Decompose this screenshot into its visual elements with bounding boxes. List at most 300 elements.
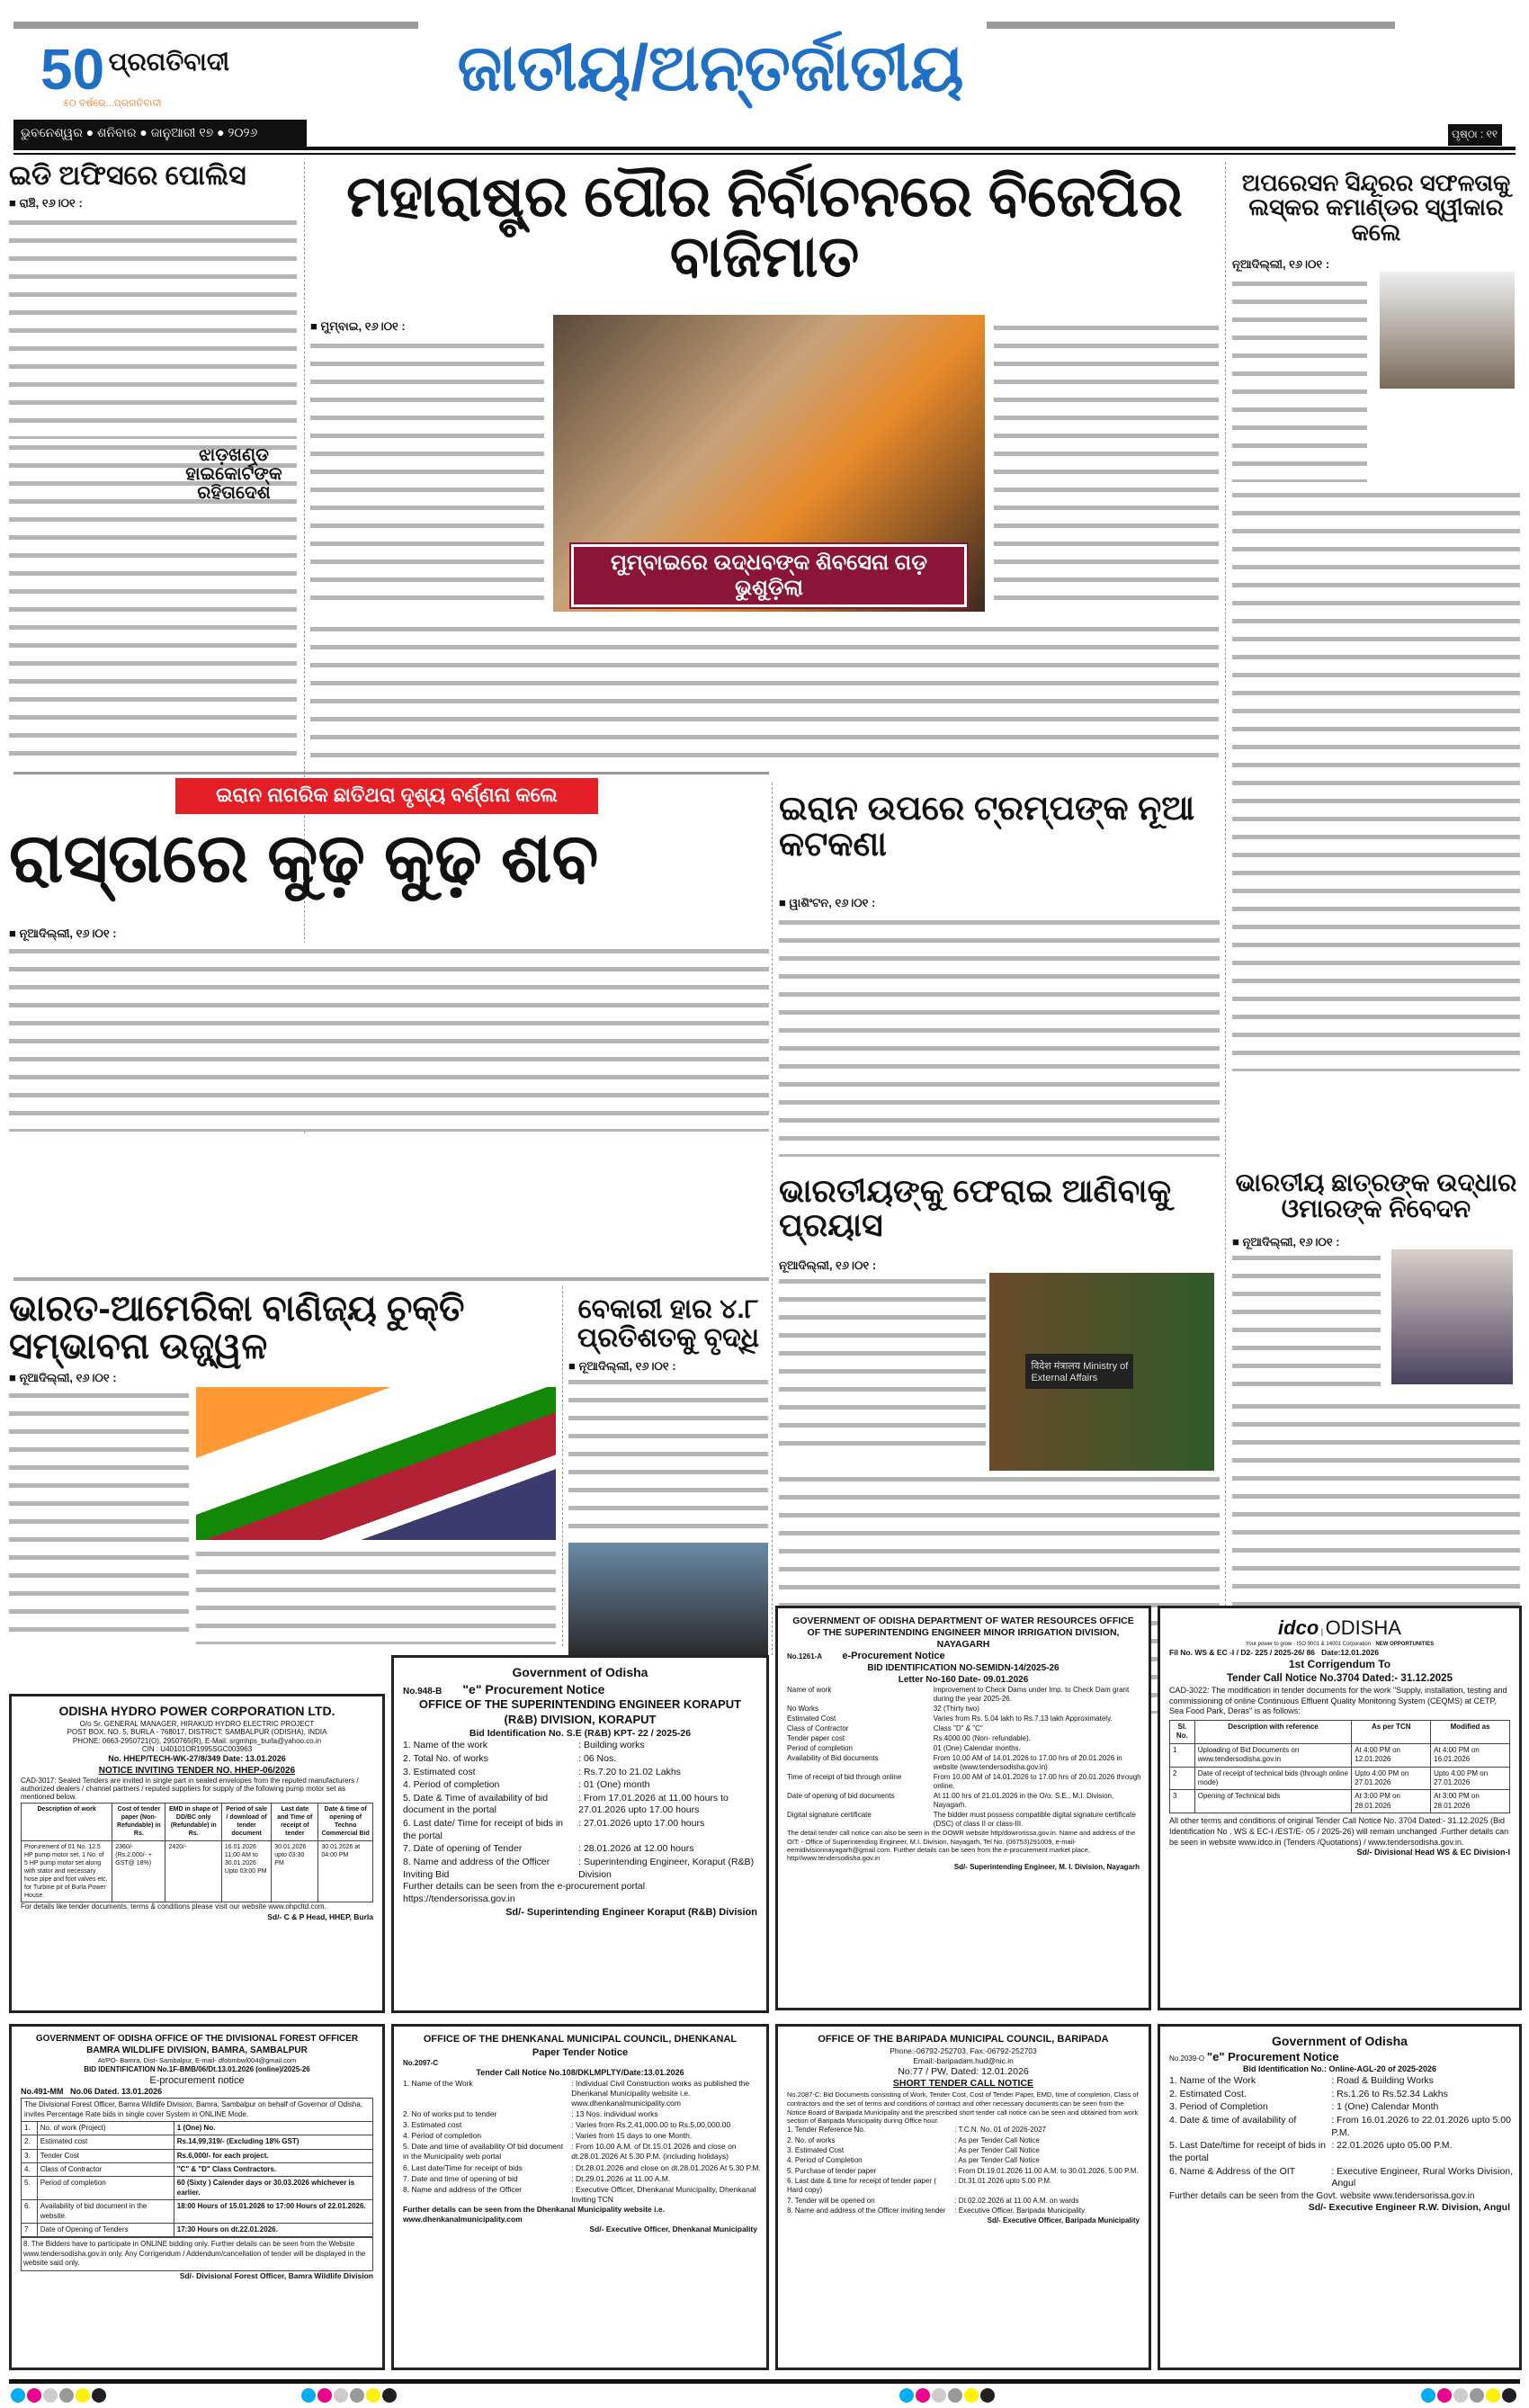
field-label: No Works — [787, 1705, 818, 1714]
field-label: Estimated Cost — [787, 1714, 836, 1723]
article-trump — [779, 792, 1220, 1157]
text: POST BOX. NO. 5, BURLA - 768017, DISTRICT: SAMBALPUR (ODISHA), INDIA — [67, 1728, 327, 1737]
page-number: ପୃଷ୍ଠା : ୧୧ — [1448, 124, 1502, 146]
text: CIN : U40101OR1995SGC003963 — [141, 1745, 253, 1754]
text: GOVERNMENT OF ODISHA OFFICE OF THE DIVISIONAL FOREST OFFICER BAMRA WILDLIFE DIVISION, BAMRA, SAMBALPUR — [35, 2034, 359, 2055]
registration-dot — [350, 2388, 364, 2403]
ad-ohpc — [9, 1694, 385, 2013]
section-rule — [13, 772, 769, 774]
text: Email:-baripadam.hud@nic.in — [913, 2055, 1014, 2065]
dateline-bar: ଭୁବନେଶ୍ୱର ● ଶନିବାର ● ଜାନୁଆରୀ ୧୭ ● ୨୦୨୬ — [13, 120, 307, 147]
dateline: ନୂଆଦିଲ୍ଲୀ, ୧୬।୦୧ : — [779, 1258, 877, 1272]
table-cell: 1 — [1170, 1743, 1195, 1767]
table-cell: At 3:00 PM on 28.01.2026 — [1431, 1790, 1510, 1813]
table-header: Date & time of opening of Techno Commercial Bid — [318, 1804, 373, 1840]
table-cell: Availability of bid document in the website. — [37, 2200, 174, 2224]
body-text — [9, 943, 769, 1132]
headline-trade: ଭାରତ-ଆମେରିକା ବାଣିଜ୍ୟ ଚୁକ୍ତି ସମ୍ଭାବନା ଉଜ୍ଜ୍ୱଳ — [9, 1290, 558, 1365]
field-value: Rs.4000.00 (Non- refundable). — [933, 1734, 1031, 1743]
table-row — [22, 2200, 373, 2224]
registration-dot — [964, 2388, 979, 2403]
headline: ଭାରତୀୟଙ୍କୁ ଫେରାଇ ଆଣିବାକୁ ପ୍ରୟାସ — [779, 1172, 1172, 1243]
text: PHONE: 0663-2950721(O), 2950765(R), E-Mail: srgmhps_burla@yahoo.co.in — [72, 1736, 322, 1745]
field-label: 7. Date and time of opening of bid — [403, 2173, 518, 2183]
body-text — [9, 214, 297, 439]
text: All other terms and conditions of original Tender Call Notice No. 3704 Dated:- 31.12.2025 (Bid Identification No . WS & EC-I /EST/E- 05 / 2025-26) will remain unchanged .Further details can be seen in website www.idco.in (Tenders /Quotations) / www.tendersodisha.gov.in. — [1169, 1816, 1509, 1847]
field-label: 3. Estimated cost — [403, 2120, 462, 2130]
field-label: 6. Last date/Time for receipt of bids — [403, 2162, 523, 2172]
field-label: 8. Name and address of the Officer Inviting Bid — [403, 1856, 550, 1880]
table-cell: 16.01.2026 11:00 AM to 30.01.2026 Upto 03:00 PM — [221, 1840, 271, 1902]
masthead-rule — [13, 153, 1516, 155]
text: No.948-B — [403, 1686, 443, 1696]
field-label: Name of work — [787, 1686, 832, 1695]
field-label: 1. Name of the Work — [1169, 2075, 1256, 2087]
text: At/PO- Bamra, Dist- Sambalpur, E-mail- dfobmbwl004@gmail.com — [97, 2056, 297, 2064]
field-value: : Individual Civil Construction works as published the Dhenkanal Municipality website i.e. www.dhenkanalmunicipality.com — [571, 2079, 750, 2108]
field-label: 4. Date & time of availability of — [1169, 2115, 1297, 2126]
text: "e" Procurement Notice — [462, 1681, 605, 1696]
table-cell: 30.01.2026 upto 03:30 PM — [272, 1840, 318, 1902]
table-cell: 2420/- — [165, 1840, 221, 1902]
table-cell: 5. — [22, 2177, 38, 2200]
text: No.1261-A — [787, 1652, 823, 1661]
text: CAD-3022: The modification in tender documents for the work "Supply, installation, testing and commissioning of online Continuous Effluent Quality Monitoring System (CEQMS) at CETP, Sea Food Park, Deras" is as follows: — [1169, 1685, 1507, 1716]
dateline: ■ ରାଞ୍ଚି, ୧୬।୦୧ : — [9, 195, 83, 210]
registration-dot — [317, 2388, 332, 2403]
ad-idco: idco | ODISHA Your power to grow · ISO 9001 & 14001 Corporation · NEW OPPORTUNITIES Fil No. WS & EC -I / D2- 225 / 2025-26/ 86 Date:12.01.2026 1st Corrigendum To Tender Call Notice No.3704 Dated:- 31.12.2025 CAD-3022: The modification in tender documents for the work "Supply, installation, testing and commissioning of online Continuous Effluent Quality Monitoring System (CEQMS) at CETP, Sea Food Park, Deras" is as follows: Sl. No. Description with reference As per TCN Modified as 1 Uploading of Bid Documents on www.tendersodisha.gov.in At 4:00 PM on 12.01.2026 At 4:00 PM on 16.01.2026 2 Date of receipt of technical bids (through online mode) Upto 4:00 PM on 27.01.2026 Upto 4:00 PM on 27.01.2026 3 Opening of Technical bids At 3:00 PM on 28.01.2026 At 3:00 PM on 28.01.2026 All other terms and conditions of original Tender Call Notice No. 3704 Dated:- 31.12.2025 (Bid Identification No . WS & EC-I /EST/E- 05 / 2025-26) will remain unchanged .Further details can be seen in website www.idco.in (Tenders /Quotations) / www.tendersodisha.gov.in. Sd/- Divisional Head WS & EC Division-I — [1158, 1606, 1522, 2010]
ad-angul — [1158, 2024, 1522, 2370]
registration-dot — [92, 2388, 106, 2403]
body-text — [994, 319, 1219, 607]
dateline-trade: ■ ନୂଆଦିଲ୍ଲୀ, ୧୬।୦୧ : — [9, 1371, 117, 1384]
bamra-table — [21, 2098, 373, 2237]
table-header: Last date and Time of receipt of tender — [272, 1804, 318, 1840]
field-label: 2. No of works put to tender — [403, 2109, 497, 2119]
idco-table — [1169, 1720, 1510, 1813]
color-registration-marks — [899, 2388, 997, 2407]
headline-iran: ରାସ୍ତାରେ କୁଢ଼ କୁଢ଼ ଶବ — [9, 820, 599, 897]
photo-sign: विदेश मंत्रालय Ministry of External Affairs — [1025, 1354, 1133, 1389]
body-text — [310, 621, 1219, 765]
field-value: The bidder must possess compatible digital signature certificate (DSC) of class II or class-III. — [933, 1811, 1136, 1829]
field-label: Digital signature certificate — [787, 1811, 872, 1820]
dateline: ■ ୱାଶିଂଟନ, ୧୬।୦୧ : — [779, 895, 876, 909]
text: ISO 9001 & 14001 Corporation — [1296, 1641, 1372, 1647]
photo-caption: ମୁମ୍ବାଇରେ ଉଦ୍ଧବଙ୍କ ଶିବସେନା ଗଡ଼ ଭୁଶୁଡ଼ିଲା — [571, 544, 967, 607]
dateline-iran: ■ ନୂଆଦିଲ୍ଲୀ, ୧୬।୦୧ : — [9, 926, 117, 940]
registration-dot — [59, 2388, 74, 2403]
field-label: 3. Estimated cost — [403, 1766, 476, 1777]
registration-dot — [43, 2388, 58, 2403]
field-value: : 28.01.2026 at 12.00 hours — [578, 1843, 694, 1855]
text: BID IDENTIFICATION No.1F-BMB/06/Dt.13.01.2026 (online)/2025-26 — [84, 2064, 310, 2073]
table-header: Description of work — [22, 1804, 112, 1840]
text: Sd/- Superintending Engineer, M. I. Division, Nayagarh — [953, 1862, 1140, 1871]
table-header: Modified as — [1431, 1721, 1510, 1744]
article-unemployment — [568, 1295, 768, 1655]
article-trade — [9, 1290, 558, 1645]
table-cell: Rs.6,000/- for each project. — [174, 2149, 372, 2162]
table-row — [22, 2135, 373, 2149]
headline: ଅପରେସନ ସିନ୍ଦୂରର ସଫଳତାକୁ ଲସ୍କର କମାଣ୍ଡର ସ୍ୱୀକାର କଲେ — [1241, 169, 1511, 246]
field-label: 1. Name of the work — [403, 1740, 487, 1751]
field-value: : Road & Building Works — [1331, 2075, 1434, 2087]
registration-dot — [366, 2388, 380, 2403]
field-label: 7. Tender will be opened on — [787, 2196, 875, 2205]
column-rule — [772, 783, 773, 1655]
registration-dot — [980, 2388, 995, 2403]
field-value: : Executive Officer, Dhenkanal Municipality, Dhenkanal Inviting TCN — [571, 2184, 756, 2204]
field-value: : From 17.01.2026 at 11.00 hours to 27.01.2026 upto 17.00 hours — [578, 1792, 729, 1816]
text: OFFICE OF THE SUPERINTENDING ENGINEER KORAPUT (R&B) DIVISION, KORAPUT — [418, 1696, 742, 1726]
registration-dot — [301, 2388, 316, 2403]
field-value: From 10.00 AM of 14.01.2026 to 17.00 hrs of 20.01.2026 in website (www.tendersodisha.gov.in) — [933, 1754, 1122, 1772]
text: Further details can be seen from the Govt. website www.tendersorissa.gov.in — [1169, 2190, 1475, 2201]
text: No.2039-O — [1169, 2054, 1205, 2063]
table-cell: Tender Cost — [37, 2149, 174, 2162]
section-title: ଜାତୀୟ/ଅନ୍ତର୍ଜାତୀୟ — [457, 32, 964, 104]
subheadline: ଝାଡ଼ଖଣ୍ଡ ହାଇକୋର୍ଟଙ୍କ ରହିତାଦେଶ — [185, 444, 282, 503]
body-text — [779, 1273, 986, 1453]
body-text — [779, 914, 1220, 1157]
text: No.06 Dated. 13.01.2026 — [70, 2087, 163, 2097]
headline: ଇରାନ ଉପରେ ଟ୍ରମ୍ପଙ୍କ ନୂଆ କଟକଣା — [779, 790, 1195, 864]
registration-dot — [27, 2388, 41, 2403]
registration-dot — [916, 2388, 930, 2403]
field-label: 4. Period of Completion — [787, 2156, 863, 2165]
field-value: : Dt.02.02.2026 at 11.00 A.M. on wards — [954, 2196, 1079, 2205]
text: Fil No. WS & EC -I / D2- 225 / 2025-26/ 86 — [1169, 1648, 1316, 1658]
field-label: 2. Total No. of works — [403, 1752, 488, 1764]
text: OFFICE OF THE DHENKANAL MUNICIPAL COUNCIL, DHENKANAL — [423, 2034, 738, 2045]
text: E-procurement notice — [149, 2075, 245, 2087]
field-label: Time of receipt of bid through online — [787, 1773, 902, 1782]
body-text — [196, 1545, 556, 1644]
field-label: 1. Tender Reference No. — [787, 2126, 866, 2135]
column-rule — [1225, 162, 1226, 1646]
text: Sd/- Executive Officer, Baripada Municipality — [987, 2216, 1140, 2224]
table-cell: 2360/- (Rs.2,000/- + GST@ 18%) — [112, 1840, 165, 1902]
table-row — [22, 2163, 373, 2177]
field-label: 1. Name of the Work — [403, 2079, 473, 2089]
text: For details like tender documents, terms & conditions please visit our website www.ohpcltd.com. — [21, 1902, 326, 1911]
field-label: 4. Period of completion — [403, 2131, 481, 2141]
field-label: 5. Date and time of availability Of bid document in the Municipality web portal — [403, 2142, 564, 2162]
ad-nayagarh — [775, 1606, 1151, 2010]
ohpc-table — [21, 1803, 373, 1902]
table-cell: 4. — [22, 2163, 38, 2177]
text: NEW OPPORTUNITIES — [1375, 1641, 1435, 1647]
masthead-rule — [13, 147, 1516, 150]
field-value: : 27.01.2026 upto 17.00 hours — [578, 1818, 705, 1830]
text: Sd/- Divisional Forest Officer, Bamra Wildlife Division — [179, 2270, 373, 2280]
field-value: : Executive Officer, Baripada Municipality — [954, 2207, 1086, 2216]
text: Sd/- C & P Head, HHEP, Burla — [267, 1911, 373, 1921]
field-label: Period of completion — [787, 1744, 853, 1753]
table-cell: 3 — [1170, 1790, 1195, 1813]
field-value: : From 10.00 A.M. of Dt.15.01.2026 and close on dt.28.01.2026 At 5.30 P.M. (including holidays) — [571, 2142, 737, 2162]
kicker: ଇରାନ ନାଗରିକ ଛାତିଥରା ଦୃଶ୍ୟ ବର୍ଣ୍ଣନା କଲେ — [175, 778, 598, 814]
table-cell: 7 — [22, 2224, 38, 2237]
table-row — [22, 2224, 373, 2237]
field-value: : As per Tender Call Notice — [954, 2135, 1040, 2144]
logo-tagline: ୫୦ ବର୍ଷରେ...ପ୍ରଗତିବାଦୀ — [63, 98, 162, 109]
body-text — [310, 337, 544, 607]
field-value: : 01 (One) month — [578, 1779, 650, 1791]
table-cell: Opening of Technical bids — [1194, 1790, 1352, 1813]
field-value: Varies from Rs. 5.04 lakh to Rs.7.13 lakh Approximately. — [933, 1714, 1113, 1723]
field-value: : Building works — [578, 1740, 645, 1751]
field-label: 3. Estimated Cost — [787, 2145, 845, 2154]
table-cell: No. of work (Project) — [37, 2121, 174, 2135]
photo-jobseekers — [568, 1543, 768, 1655]
section-rule — [13, 1277, 769, 1281]
body-text — [1232, 1249, 1381, 1393]
registration-dot — [1421, 2388, 1435, 2403]
field-label: Class of Contractor — [787, 1724, 849, 1733]
field-value: : Varies from 15 days to one Month. — [571, 2131, 693, 2141]
text: No.491-MM — [21, 2087, 64, 2097]
field-value: : 13 Nos. individual works — [571, 2109, 658, 2119]
text: Paper Tender Notice — [532, 2046, 629, 2058]
article-students — [1232, 1169, 1520, 1650]
table-cell: Date of Opening of Tenders — [37, 2224, 174, 2237]
table-cell: "C" & "D" Class Contractors. — [174, 2163, 372, 2177]
article-ed-police — [9, 162, 297, 774]
field-value: : Superintending Engineer, Koraput (R&B) Division — [578, 1856, 755, 1880]
field-label: Availability of Bid documents — [787, 1754, 879, 1763]
ad-baripada — [775, 2024, 1151, 2370]
field-label: 4. Period of completion — [403, 1779, 500, 1791]
table-row — [22, 2121, 373, 2135]
text: Sd/- Superintending Engineer Koraput (R&B) Division — [505, 1906, 757, 1918]
field-label: 2. Estimated Cost. — [1169, 2088, 1247, 2099]
table-cell: Period of completion — [37, 2177, 174, 2200]
ad-bamra — [9, 2024, 385, 2370]
text: Sd/- Divisional Head WS & EC Division-I — [1356, 1848, 1510, 1857]
field-label: 6. Last date/ Time for receipt of bids in the portal — [403, 1818, 564, 1841]
text: SHORT TENDER CALL NOTICE — [892, 2078, 1034, 2090]
field-label: Date of opening of bid documents — [787, 1792, 895, 1801]
text: 8. The Bidders have to participate in ONLINE bidding only. Further details can be seen from the Website www.tendersodisha.gov.in only. Any Corrigendum / Addendum/cancellation of tender will be displayed in the website said only. — [21, 2237, 373, 2270]
body-text — [568, 1374, 768, 1535]
text: Letter No-160 Date- 09.01.2026 — [898, 1674, 1029, 1685]
field-value: : As per Tender Call Notice — [954, 2145, 1040, 2154]
registration-dot — [1470, 2388, 1484, 2403]
registration-dot — [1453, 2388, 1468, 2403]
field-value: 32 (Thirty two) — [933, 1705, 979, 1714]
field-label: 8. Name and address of the Officer inviting tender — [787, 2207, 946, 2216]
dateline: ■ ନୂଆଦିଲ୍ଲୀ, ୧୬।୦୧ : — [1232, 1234, 1340, 1249]
field-value: : As per Tender Call Notice — [954, 2156, 1040, 2165]
logo — [40, 37, 310, 117]
top-rule — [987, 22, 1395, 29]
field-value: : T.C.N. No. 01 of 2026-2027 — [954, 2126, 1047, 2135]
text: Your power to grow — [1245, 1641, 1292, 1647]
field-label: 6. Last date & time for receipt of tender paper ( Hard copy) — [787, 2177, 936, 2195]
field-value: : Dt.28.01.2026 and close on dt.28.01.2026 At 5.30 P.M. — [571, 2162, 761, 2172]
photo-mea — [989, 1273, 1214, 1471]
text: The Divisional Forest Officer, Bamra Wildlife Division, Bamra, Sambalpur on behalf of Governor of Odisha, invites Percentage Rate bids in single cover System in ONLINE Mode. — [22, 2099, 373, 2122]
text: O/o Sr. GENERAL MANAGER, HIRAKUD HYDRO ELECTRIC PROJECT — [79, 1719, 315, 1728]
registration-dot — [899, 2388, 914, 2403]
table-row — [1170, 1743, 1510, 1767]
table-cell: Class of Contractor — [37, 2163, 174, 2177]
text: Bid Identification No. S.E (R&B) KPT- 22 / 2025-26 — [469, 1727, 692, 1739]
text: Further details can be seen from the e-procurement portal https://tendersorissa.gov.in — [403, 1881, 646, 1904]
article-sindoor — [1232, 171, 1520, 1071]
table-cell: At 4:00 PM on 16.01.2026 — [1431, 1743, 1510, 1767]
headline: ମହାରାଷ୍ଟ୍ର ପୌର ନିର୍ବାଚନରେ ବିଜେପିର ବାଜିମାତ — [346, 164, 1183, 290]
headline: ଭାରତୀୟ ଛାତ୍ରଙ୍କ ଉଦ୍ଧାର ଓମାରଙ୍କ ନିବେଦନ — [1235, 1168, 1517, 1223]
table-cell: 60 (Sixty ) Calender days or 30.03.2026 whichever is earlier. — [174, 2177, 372, 2200]
table-header: Sl. No. — [1170, 1721, 1195, 1744]
table-cell: 1. — [22, 2121, 38, 2135]
field-value: : Executive Engineer, Rural Works Division, Angul — [1331, 2165, 1514, 2189]
text: No:77 / PW, Dated: 12.01.2026 — [898, 2065, 1029, 2077]
table-cell: Uploading of Bid Documents on www.tendersodisha.gov.in — [1194, 1743, 1352, 1767]
idco-logo: idco — [1278, 1616, 1319, 1639]
field-value: At 11.00 hrs of 21.01.2026 in the O/o. S.E., M.I. Division, Nayagarh. — [933, 1792, 1114, 1810]
table-cell: 17:30 Hours on dt.22.01.2026. — [174, 2224, 372, 2237]
photo-commander — [1380, 272, 1515, 389]
headline: ବେକାରୀ ହାର ୪.୮ ପ୍ରତିଶତକୁ ବୃଦ୍ଧି — [577, 1294, 760, 1353]
table-cell: 30.01.2026 at 04:00 PM — [318, 1840, 373, 1902]
text: Sd/- Executive Engineer R.W. Division, Angul — [1308, 2201, 1510, 2213]
text: The detail tender call notice can also be seen in the DOWR website http/dowrorissa.gov.in. Name and address of the OIT: - Office of Superintending Engineer, M.I. Division, Nayagarh, Tel No. (06753)291009, e-mail- eemidivisionnayagarh@gmail.com. Further details can be seen from the e-procurement market place, http//www.tendersodisha.gov.in — [787, 1829, 1136, 1863]
registration-dot — [948, 2388, 962, 2403]
table-cell: 1 (One) No. — [174, 2121, 372, 2135]
table-cell: Upto 4:00 PM on 27.01.2026 — [1352, 1767, 1431, 1790]
text: OFFICE OF THE BARIPADA MUNICIPAL COUNCIL, BARIPADA — [818, 2034, 1109, 2045]
text: Government of Odisha — [512, 1665, 648, 1679]
text: No.2087-C: Bid Documents consisting of Work, Tender Cost, Cost of Tender Paper, EMD, time of completion, Class of contractors and the set of terms and conditions of contract and other necessary documents can be seen from the Notice Board of Baripada Municipality and the prescribed short tender call notice can be seen and obtained from work section of Baripada Municipality during Office hour. — [787, 2090, 1139, 2126]
field-value: : From 16.01.2026 to 22.01.2026 upto 5.00 P.M. — [1331, 2115, 1511, 2138]
text: Further details can be seen from the Dhenkanal Municipality website i.e. www.dhenkanalmunicipality.com — [403, 2204, 665, 2224]
field-label: 5. Date & Time of availability of bid document in the portal — [403, 1792, 549, 1816]
table-cell: Date of receipt of technical bids (through online mode) — [1194, 1767, 1352, 1790]
top-rule — [13, 22, 418, 29]
text: Government of Odisha — [1272, 2034, 1408, 2048]
dateline: ■ ମୁମ୍ବାଇ, ୧୬।୦୧ : — [310, 319, 406, 333]
field-label: 3. Period of Completion — [1169, 2101, 1268, 2113]
text: Phone:-06792-252703, Fax:-06792-252703 — [890, 2045, 1037, 2055]
table-cell: Estimated cost — [37, 2135, 174, 2149]
footer-rule — [9, 2379, 1520, 2384]
table-row — [22, 2177, 373, 2200]
field-value: Improvement to Check Dams under Imp. to Check Dam grant during the year 2025-26. — [933, 1686, 1130, 1704]
text: "e" Procurement Notice — [1206, 2049, 1339, 2063]
text: CAD-3017: Sealed Tenders are invited in single part in sealed envelopes from the reputed manufacturers / authorized dealers / channel partners / reputed suppliers for supply of the following pump motor set as mentioned below. — [21, 1776, 359, 1801]
field-label: Tender paper cost — [787, 1734, 845, 1743]
registration-dot — [1437, 2388, 1452, 2403]
registration-dot — [382, 2388, 397, 2403]
table-row — [22, 2149, 373, 2162]
table-header-row — [1170, 1721, 1510, 1744]
field-label: 2. No. of works — [787, 2135, 836, 2144]
article-maharashtra — [310, 166, 1219, 769]
table-cell: 18:00 Hours of 15.01.2026 to 17:00 Hours of 22.01.2026. — [174, 2200, 372, 2224]
headline: ଇଡି ଅଫିସରେ ପୋଲିସ — [9, 161, 246, 191]
text: Bid Identification No.: Online-AGL-20 of 2025-2026 — [1242, 2064, 1437, 2074]
registration-dot — [76, 2388, 90, 2403]
registration-dot — [11, 2388, 25, 2403]
photo-flags — [196, 1387, 556, 1540]
field-value: 01 (One) Calendar months. — [933, 1744, 1021, 1753]
field-value: : From Dt.19.01.2026 11.00 A.M. to 30.01.2026, 5.00 P.M. — [954, 2166, 1139, 2175]
color-registration-marks — [1421, 2388, 1518, 2407]
field-label: 8. Name and address of the Officer — [403, 2184, 523, 2194]
table-cell: 6. — [22, 2200, 38, 2224]
table-cell: Rs.14,99,319/- (Excluding 18% GST) — [174, 2135, 372, 2149]
field-label: 5. Purchase of tender paper — [787, 2166, 877, 2175]
text: 1st Corrigendum To — [1288, 1658, 1391, 1671]
field-value: Class "D" & "C" — [933, 1724, 983, 1733]
text: NOTICE INVITING TENDER NO. HHEP-06/2026 — [98, 1765, 296, 1776]
table-cell: 3. — [22, 2149, 38, 2162]
field-value: : 06 Nos. — [578, 1752, 617, 1764]
body-text — [9, 1387, 189, 1639]
text: No. HHEP/TECH-WK-27/8/349 Date: 13.01.2026 — [108, 1753, 286, 1763]
text: Date:12.01.2026 — [1321, 1648, 1379, 1658]
dateline: ■ ନୂଆଦିଲ୍ଲୀ, ୧୬।୦୧ : — [568, 1359, 676, 1373]
table-cell: Prorurement of 01 No. 12.5 HP pump motor set, 1 No. of 5 HP pump motor set along with stator and necessary hose pipe and foot valves etc. for Turbine pit of Burla Power House. — [22, 1840, 112, 1902]
field-label: 5. Last Date/time for receipt of bids in the portal — [1169, 2140, 1326, 2163]
table-cell: At 3:00 PM on 28.01.2026 — [1352, 1790, 1431, 1813]
text: BID IDENTIFICATION NO-SEMIDN-14/2025-26 — [867, 1663, 1060, 1674]
text: e-Procurement Notice — [842, 1651, 945, 1662]
field-value: : Dt.31.01.2026 upto 5.00 P.M. — [954, 2177, 1052, 2186]
photo-omar — [1391, 1249, 1513, 1384]
text: Tender Call Notice No.108/DKLMPLTY/Date:13.01.2026 — [476, 2068, 684, 2078]
text: No.2097-C — [403, 2059, 439, 2068]
table-row — [1170, 1767, 1510, 1790]
field-value: From 10.00 AM of 14.01.2026 to 17.00 hrs of 20.01.2026 through online. — [933, 1773, 1141, 1791]
field-value: : Rs.7.20 to 21.02 Lakhs — [578, 1766, 681, 1777]
field-value: : 1 (One) Calendar Month — [1331, 2101, 1439, 2113]
ad-title: ODISHA HYDRO POWER CORPORATION LTD. — [58, 1704, 335, 1718]
registration-dot — [932, 2388, 946, 2403]
field-value: : Dt.29.01.2026 at 11.00 A.M. — [571, 2173, 671, 2183]
body-text — [1232, 487, 1520, 1071]
column-rule — [562, 1286, 563, 1646]
registration-dot — [1502, 2388, 1516, 2403]
ad-koraput — [391, 1655, 769, 2013]
table-cell: At 4:00 PM on 12.01.2026 — [1352, 1743, 1431, 1767]
field-value: : 22.01.2026 upto 05.00 P.M. — [1331, 2140, 1453, 2152]
registration-dot — [1486, 2388, 1500, 2403]
dateline: ନୂଆଦିଲ୍ଲୀ, ୧୬।୦୧ : — [1232, 256, 1330, 271]
odisha-logo: ODISHA — [1325, 1616, 1401, 1639]
table-header: Period of sale / download of tender document — [221, 1804, 271, 1840]
color-registration-marks — [301, 2388, 398, 2407]
field-value: : Rs.1.26 to Rs.52.34 Lakhs — [1331, 2088, 1448, 2099]
registration-dot — [334, 2388, 348, 2403]
table-header: Description with reference — [1194, 1721, 1352, 1744]
table-cell: 2. — [22, 2135, 38, 2149]
table-header: As per TCN — [1352, 1721, 1431, 1744]
text: Tender Call Notice No.3704 Dated:- 31.12.2025 — [1227, 1673, 1453, 1685]
table-cell: 2 — [1170, 1767, 1195, 1790]
table-header: EMD in shape of DD/BC only (Refundable) in Rs. — [165, 1804, 221, 1840]
text: Sd/- Executive Officer, Dhenkanal Municipality — [589, 2224, 757, 2233]
text: GOVERNMENT OF ODISHA DEPARTMENT OF WATER RESOURCES OFFICE OF THE SUPERINTENDING ENGINEER MINOR IRRIGATION DIVISION, NAYAGARH — [792, 1616, 1134, 1651]
field-label: 7. Date of opening of Tender — [403, 1843, 523, 1855]
table-row — [1170, 1790, 1510, 1813]
table-cell: Upto 4:00 PM on 27.01.2026 — [1431, 1767, 1510, 1790]
logo-number: 50 — [40, 37, 105, 102]
